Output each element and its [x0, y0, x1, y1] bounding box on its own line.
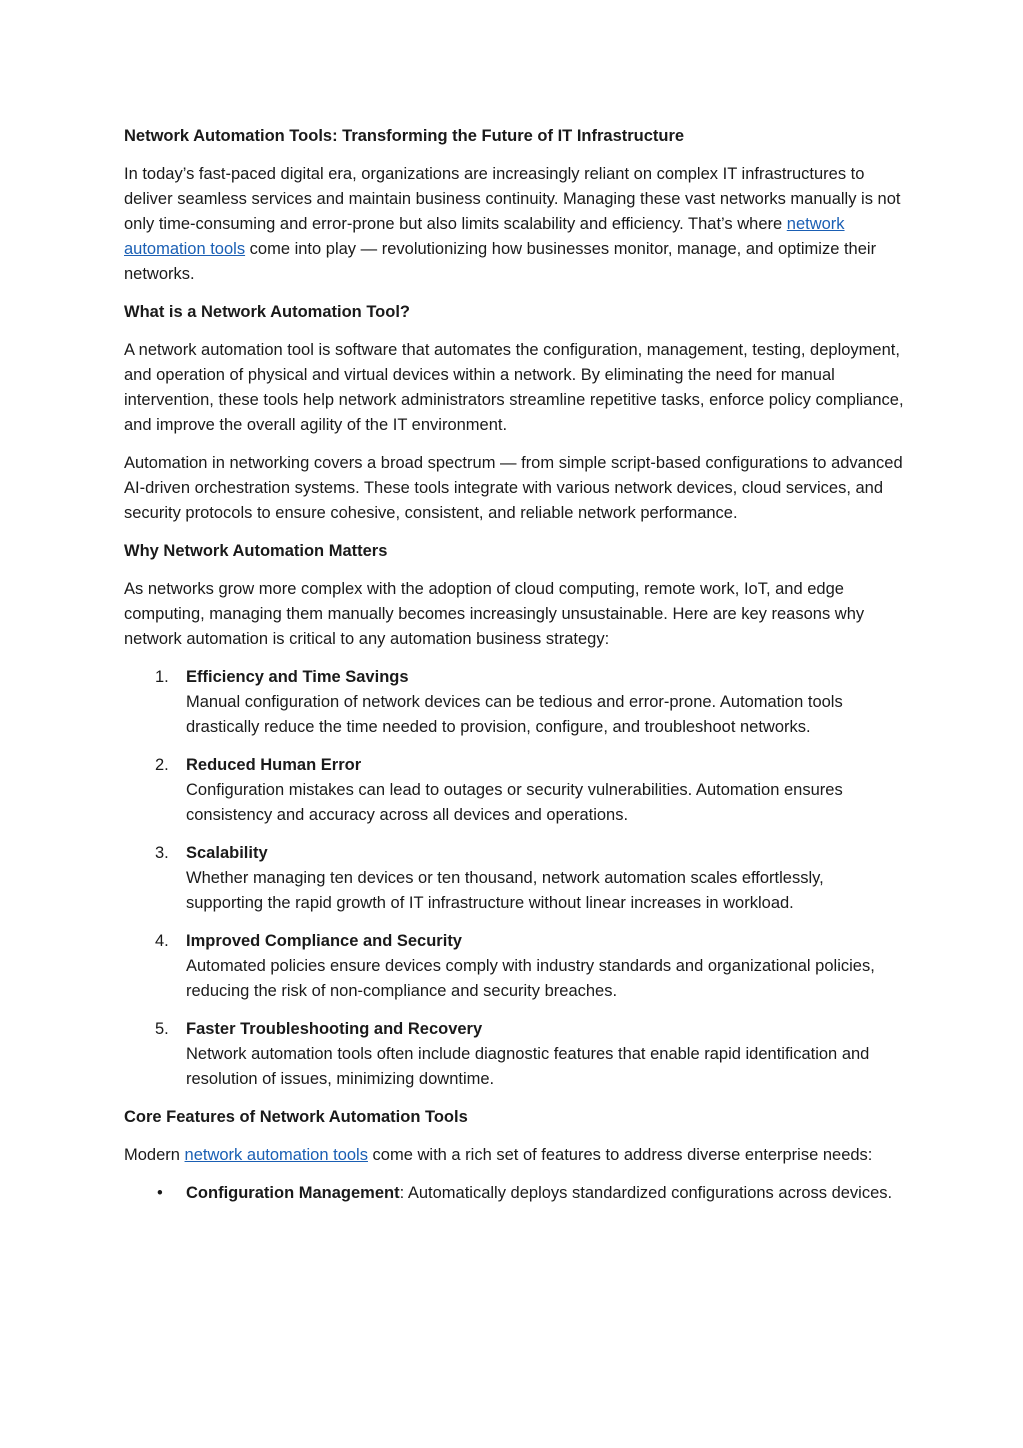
list-item-description: Whether managing ten devices or ten thousand, network automation scales effortlessly, supporting the rapid growth of IT infrastructure without linear increases in workload.: [186, 869, 824, 912]
list-item: [124, 841, 904, 916]
list-item: [124, 665, 904, 740]
feature-title: Configuration Management: [186, 1184, 400, 1202]
features-list: [124, 1181, 904, 1206]
section-heading-what: What is a Network Automation Tool?: [124, 303, 410, 321]
what-paragraph-2: Automation in networking covers a broad spectrum — from simple script-based configurations to advanced AI-driven orchestration systems. These tools integrate with various network devices, cloud services, and security protocols to ensure cohesive, consistent, and reliable network performance.: [124, 454, 903, 522]
document-title: Network Automation Tools: Transforming the Future of IT Infrastructure: [124, 127, 685, 145]
bullet-icon: •: [157, 1184, 163, 1202]
section-heading-core: Core Features of Network Automation Tools: [124, 1108, 468, 1126]
core-intro-after-link: come with a rich set of features to address diverse enterprise needs:: [367, 1146, 873, 1164]
network-automation-tools-link[interactable]: network automation tools: [124, 215, 845, 258]
intro-text-before-link: In today’s fast-paced digital era, organizations are increasingly reliant on complex IT infrastructures to deliver seamless services and maintain business continuity. Managing these vast networks manually is not only time-consuming and error-prone but also limits scalability and efficiency. That’s where: [124, 165, 901, 233]
document-page: [124, 124, 904, 1219]
core-intro-paragraph: [124, 1143, 904, 1168]
intro-paragraph: [124, 162, 904, 287]
list-item-title: Scalability: [186, 844, 268, 862]
why-intro-paragraph: As networks grow more complex with the adoption of cloud computing, remote work, IoT, and edge computing, managing them manually becomes increasingly unsustainable. Here are key reasons why network automation is critical to any automation business strategy:: [124, 580, 865, 648]
what-paragraph-1: A network automation tool is software that automates the configuration, management, testing, deployment, and operation of physical and virtual devices within a network. By eliminating the need for manual intervention, these tools help network administrators streamline repetitive tasks, enforce policy compliance, and improve the overall agility of the IT environment.: [124, 341, 904, 434]
list-item-title: Reduced Human Error: [186, 756, 362, 774]
section-heading-why: Why Network Automation Matters: [124, 542, 388, 560]
list-item-title: Faster Troubleshooting and Recovery: [186, 1020, 483, 1038]
list-item-number: 2.: [155, 756, 169, 774]
list-item-description: Configuration mistakes can lead to outages or security vulnerabilities. Automation ensures consistency and accuracy across all devices and operations.: [186, 781, 843, 824]
feature-description: : Automatically deploys standardized configurations across devices.: [399, 1184, 893, 1202]
core-intro-before-link: Modern: [124, 1146, 185, 1164]
list-item-description: Manual configuration of network devices can be tedious and error-prone. Automation tools drastically reduce the time needed to provision, configure, and troubleshoot networks.: [186, 693, 843, 736]
list-item-title: Improved Compliance and Security: [186, 932, 462, 950]
list-item: [124, 753, 904, 828]
list-item-number: 4.: [155, 932, 169, 950]
intro-text-after-link: come into play — revolutionizing how businesses monitor, manage, and optimize their networks.: [124, 240, 877, 283]
list-item-number: 3.: [155, 844, 169, 862]
list-item-number: 1.: [155, 668, 169, 686]
list-item-description: Network automation tools often include diagnostic features that enable rapid identification and resolution of issues, minimizing downtime.: [186, 1045, 870, 1088]
list-item-description: Automated policies ensure devices comply with industry standards and organizational policies, reducing the risk of non-compliance and security breaches.: [186, 957, 875, 1000]
list-item-number: 5.: [155, 1020, 169, 1038]
list-item-title: Efficiency and Time Savings: [186, 668, 409, 686]
network-automation-tools-link-2[interactable]: network automation tools: [184, 1146, 368, 1164]
list-item: [124, 1017, 904, 1092]
reasons-list: [124, 665, 904, 1092]
list-item: [124, 1181, 904, 1206]
list-item: [124, 929, 904, 1004]
